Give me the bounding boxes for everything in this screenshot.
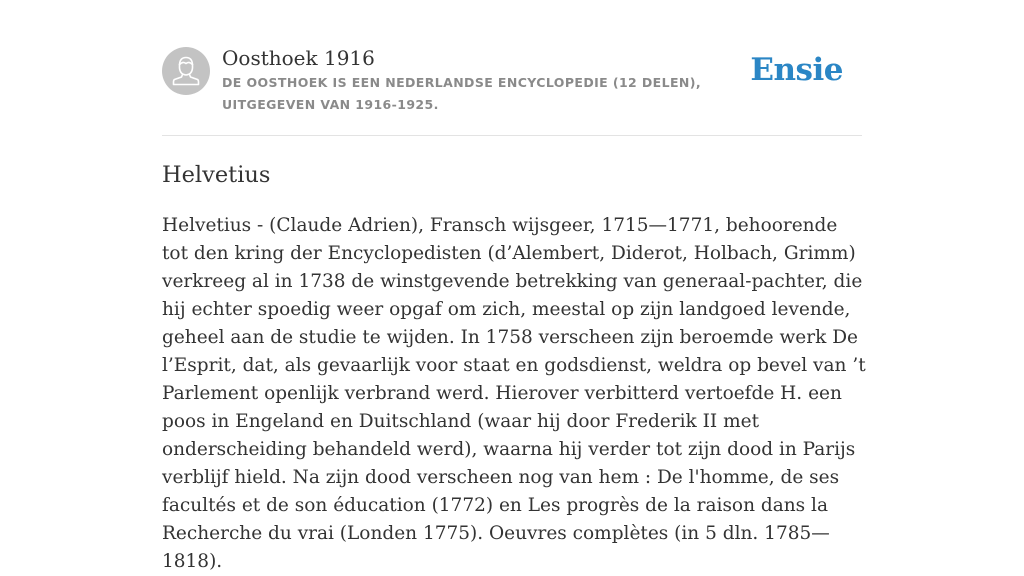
brand-logo[interactable]: Ensie — [750, 52, 843, 88]
avatar[interactable] — [162, 47, 210, 95]
entry-body: Helvetius - (Claude Adrien), Fransch wijsgeer, 1715—1771, behoorende tot den kring der Encyclopedisten (d’Alembert, Diderot, Holbach, Grimm) verkreeg al in 1738 de winstgevende betrekking van generaal-pachter, die hij echter spoedig weer opgaf om zich, meestal op zijn landgoed levende, geheel aan de studie te wijden. In 1758 verscheen zijn beroemde werk De l’Esprit, dat, als gevaarlijk voor staat en godsdienst, weldra op bevel van ’t Parlement openlijk verbrand werd. Hierover verbitterd vertoefde H. een poos in Engeland en Duitschland (waar hij door Frederik II met onderscheiding behandeld werd), waarna hij verder tot zijn dood in Parijs verblijf hield. Na zijn dood verscheen nog van hem : De l'homme, de ses facultés et de son éducation (1772) en Les progrès de la raison dans la Recherche du vrai (Londen 1775). Oeuvres complètes (in 5 dln. 1785—1818). — [162, 215, 866, 572]
divider — [162, 135, 862, 136]
entry-title: Helvetius — [162, 162, 271, 188]
user-icon — [162, 47, 210, 95]
source-description: DE OOSTHOEK IS EEN NEDERLANDSE ENCYCLOPEDIE (12 DELEN), UITGEGEVEN VAN 1916-1925. — [222, 75, 702, 112]
source-title[interactable]: Oosthoek 1916 — [222, 46, 375, 70]
source-header — [162, 46, 862, 116]
